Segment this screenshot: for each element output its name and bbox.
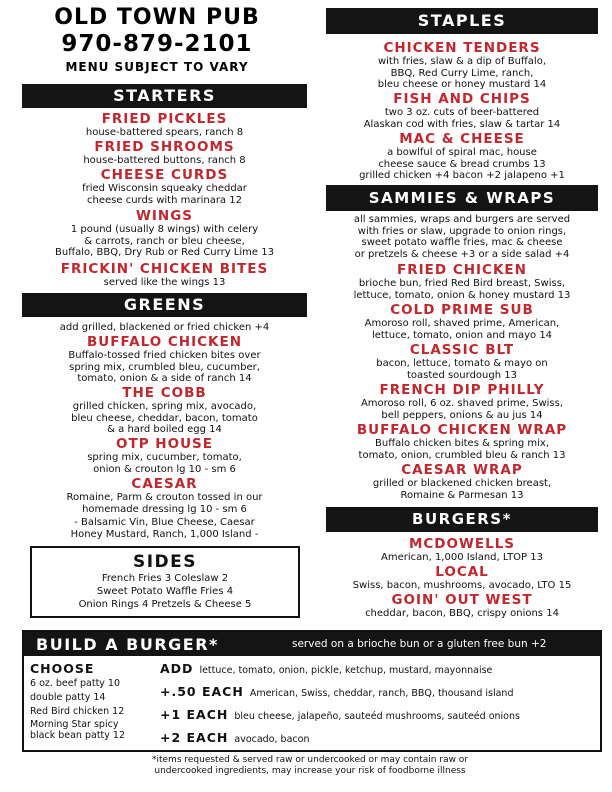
item-title: CHICKEN TENDERS xyxy=(383,40,541,56)
item-desc: Romaine, Parm & crouton tossed in our xyxy=(66,492,263,503)
intro-line: or pretzels & cheese +3 or a side salad +4 xyxy=(354,248,570,260)
sides-line: French Fries 3 Coleslaw 2 xyxy=(101,573,229,584)
dressing-line: - Balsamic Vin, Blue Cheese, Caesar xyxy=(74,517,255,528)
choose-heading: CHOOSE xyxy=(30,661,95,676)
item-title: THE COBB xyxy=(122,385,207,401)
dressing-line: Honey Mustard, Ranch, 1,000 Island - xyxy=(70,528,259,540)
greens-intro: add grilled, blackened or fried chicken +4 xyxy=(59,322,270,333)
menu-item xyxy=(22,335,307,385)
menu-item xyxy=(326,463,598,501)
add-row xyxy=(160,730,309,745)
item-desc: homemade dressing lg 10 - sm 6 xyxy=(82,503,247,515)
sides-line: Onion Rings 4 Pretzels & Cheese 5 xyxy=(78,599,252,610)
menu-item xyxy=(326,92,598,130)
sammies-heading: SAMMIES & WRAPS xyxy=(326,185,598,211)
item-title: FRICKIN' CHICKEN BITES xyxy=(60,261,269,277)
add-label: +.50 EACH xyxy=(160,684,244,699)
item-desc: bell peppers, onions & au jus 14 xyxy=(381,409,543,421)
item-desc: spring mix, cucumber, tomato, xyxy=(87,452,242,463)
item-desc: Romaine & Parmesan 13 xyxy=(400,489,524,501)
item-desc: toasted sourdough 13 xyxy=(407,369,517,381)
item-desc: brioche bun, fried Red Bird breast, Swiss, xyxy=(358,278,566,289)
item-desc: grilled or blackened chicken breast, xyxy=(372,478,552,489)
add-text: American, Swiss, cheddar, ranch, BBQ, thousand island xyxy=(249,688,514,699)
item-desc: cheese curds with marinara 12 xyxy=(87,194,242,206)
item-desc: house-battered spears, ranch 8 xyxy=(85,127,244,138)
item-title: FRIED SHROOMS xyxy=(94,139,235,155)
add-row xyxy=(160,684,513,699)
item-title: CAESAR xyxy=(131,476,198,492)
item-desc: two 3 oz. cuts of beer-battered xyxy=(384,107,540,118)
phone-number: 970-879-2101 xyxy=(61,31,253,57)
item-title: FRENCH DIP PHILLY xyxy=(379,382,545,398)
item-desc: 1 pound (usually 8 wings) with celery xyxy=(70,224,259,235)
item-title: BUFFALO CHICKEN xyxy=(86,334,242,350)
add-label: +1 EACH xyxy=(160,707,229,722)
item-desc: bacon, lettuce, tomato & mayo on xyxy=(376,358,548,369)
item-desc: BBQ, Red Curry Lime, ranch, xyxy=(390,67,534,79)
build-a-burger-heading: BUILD A BURGER* xyxy=(36,635,219,654)
add-label: ADD xyxy=(160,661,194,676)
menu-item xyxy=(326,593,598,620)
menu-item xyxy=(22,437,307,475)
item-desc: cheese sauce & bread crumbs 13 xyxy=(378,158,546,170)
intro-line: with fries or slaw, upgrade to onion rings, xyxy=(357,225,567,237)
item-desc: bleu cheese or honey mustard 14 xyxy=(377,79,547,90)
build-a-burger-subtitle: served on a brioche bun or a gluten free bun +2 xyxy=(292,638,547,650)
item-desc: Amoroso roll, shaved prime, American, xyxy=(364,318,560,329)
item-title: CLASSIC BLT xyxy=(409,342,515,358)
item-desc: Buffalo chicken bites & spring mix, xyxy=(375,438,549,449)
choose-option: black bean patty 12 xyxy=(30,730,126,741)
add-text: bleu cheese, jalapeño, sauteéd mushrooms, sauteéd onions xyxy=(234,711,520,722)
item-desc: tomato, onion, crumbled bleu & ranch 13 xyxy=(358,449,566,461)
menu-item xyxy=(326,383,598,421)
item-title: FRIED CHICKEN xyxy=(397,262,527,278)
item-desc: & a hard boiled egg 14 xyxy=(107,424,222,435)
sides-line: Sweet Potato Waffle Fries 4 xyxy=(96,586,234,597)
menu-note: MENU SUBJECT TO VARY xyxy=(65,60,249,74)
footer-disclaimer xyxy=(22,755,598,777)
add-label: +2 EACH xyxy=(160,730,229,745)
sides-box xyxy=(30,546,300,618)
menu-item xyxy=(326,303,598,341)
menu-item xyxy=(326,423,598,461)
menu-item xyxy=(22,262,307,289)
item-title: MAC & CHEESE xyxy=(399,131,525,147)
sides-heading: SIDES xyxy=(132,552,198,572)
item-desc: lettuce, tomato, onion and mayo 14 xyxy=(371,329,553,341)
item-desc: American, 1,000 Island, LTOP 13 xyxy=(381,552,543,563)
item-desc: house-battered buttons, ranch 8 xyxy=(83,155,246,166)
add-row xyxy=(160,707,520,722)
starters-heading: STARTERS xyxy=(22,84,307,108)
item-desc: Buffalo-tossed fried chicken bites over xyxy=(68,350,261,361)
build-a-burger-box xyxy=(22,630,602,752)
menu-item xyxy=(22,112,307,139)
add-row xyxy=(160,661,492,676)
item-title: WINGS xyxy=(135,208,194,224)
add-text: avocado, bacon xyxy=(234,734,310,745)
item-desc: onion & crouton lg 10 - sm 6 xyxy=(93,463,236,475)
menu-item xyxy=(326,343,598,381)
item-title: FRIED PICKLES xyxy=(101,111,228,127)
item-desc: Amoroso roll, 6 oz. shaved prime, Swiss, xyxy=(360,398,564,409)
item-title: LOCAL xyxy=(435,564,489,580)
item-desc: lettuce, tomato, onion & honey mustard 13 xyxy=(353,289,571,301)
item-title: CHEESE CURDS xyxy=(100,167,229,183)
menu-item xyxy=(22,477,307,515)
item-desc: bleu cheese, cheddar, bacon, tomato xyxy=(71,412,258,424)
menu-item xyxy=(326,41,598,91)
menu-item xyxy=(326,263,598,301)
disclaimer-line: *items requested & served raw or undercooked or may contain raw or xyxy=(151,755,469,765)
item-title: OTP HOUSE xyxy=(116,436,213,452)
item-title: BUFFALO CHICKEN WRAP xyxy=(356,422,568,438)
menu-item xyxy=(22,168,307,206)
item-title: CAESAR WRAP xyxy=(401,462,523,478)
item-desc: cheddar, bacon, BBQ, crispy onions 14 xyxy=(365,608,559,619)
item-desc: & carrots, ranch or bleu cheese, xyxy=(84,235,245,247)
build-a-burger-bar xyxy=(24,632,600,656)
choose-option: 6 oz. beef patty 10 xyxy=(30,678,121,689)
burgers-heading: BURGERS* xyxy=(326,507,598,532)
dressing-list xyxy=(22,517,307,540)
sammies-intro xyxy=(326,214,598,260)
menu-item xyxy=(22,209,307,259)
disclaimer-line: undercooked ingredients, may increase your risk of foodborne illness xyxy=(154,766,466,776)
item-desc: Buffalo, BBQ, Dry Rub or Red Curry Lime 13 xyxy=(55,247,274,258)
menu-item xyxy=(326,132,598,182)
menu-item xyxy=(22,140,307,167)
item-desc: fried Wisconsin squeaky cheddar xyxy=(82,183,247,194)
pub-name: OLD TOWN PUB xyxy=(54,5,260,30)
item-desc: served like the wings 13 xyxy=(103,277,226,288)
item-title: MCDOWELLS xyxy=(408,536,516,552)
choose-option: Morning Star spicy xyxy=(30,719,119,730)
item-desc: spring mix, crumbled bleu, cucumber, xyxy=(69,361,260,373)
item-desc: Swiss, bacon, mushrooms, avocado, LTO 15 xyxy=(352,580,572,591)
item-title: COLD PRIME SUB xyxy=(390,302,534,318)
item-desc: a bowlful of spiral mac, house xyxy=(387,147,537,158)
item-title: FISH AND CHIPS xyxy=(393,91,531,107)
item-desc: tomato, onion & a side of ranch 14 xyxy=(77,373,252,384)
item-desc: grilled chicken +4 bacon +2 jalapeno +1 xyxy=(359,170,565,181)
menu-item xyxy=(326,537,598,564)
add-text: lettuce, tomato, onion, pickle, ketchup, mustard, mayonnaise xyxy=(199,665,493,676)
item-desc: with fries, slaw & a dip of Buffalo, xyxy=(377,56,547,67)
greens-heading: GREENS xyxy=(22,293,307,317)
item-title: GOIN' OUT WEST xyxy=(391,592,533,608)
staples-heading: STAPLES xyxy=(326,8,598,34)
choose-option: Red Bird chicken 12 xyxy=(30,706,125,717)
item-desc: grilled chicken, spring mix, avocado, xyxy=(72,401,257,412)
intro-line: all sammies, wraps and burgers are served xyxy=(353,214,571,225)
item-desc: Alaskan cod with fries, slaw & tartar 14 xyxy=(363,118,561,130)
menu-item xyxy=(22,386,307,436)
menu-item xyxy=(326,565,598,592)
choose-option: double patty 14 xyxy=(30,692,106,703)
intro-line: sweet potato waffle fries, mac & cheese xyxy=(361,237,563,248)
